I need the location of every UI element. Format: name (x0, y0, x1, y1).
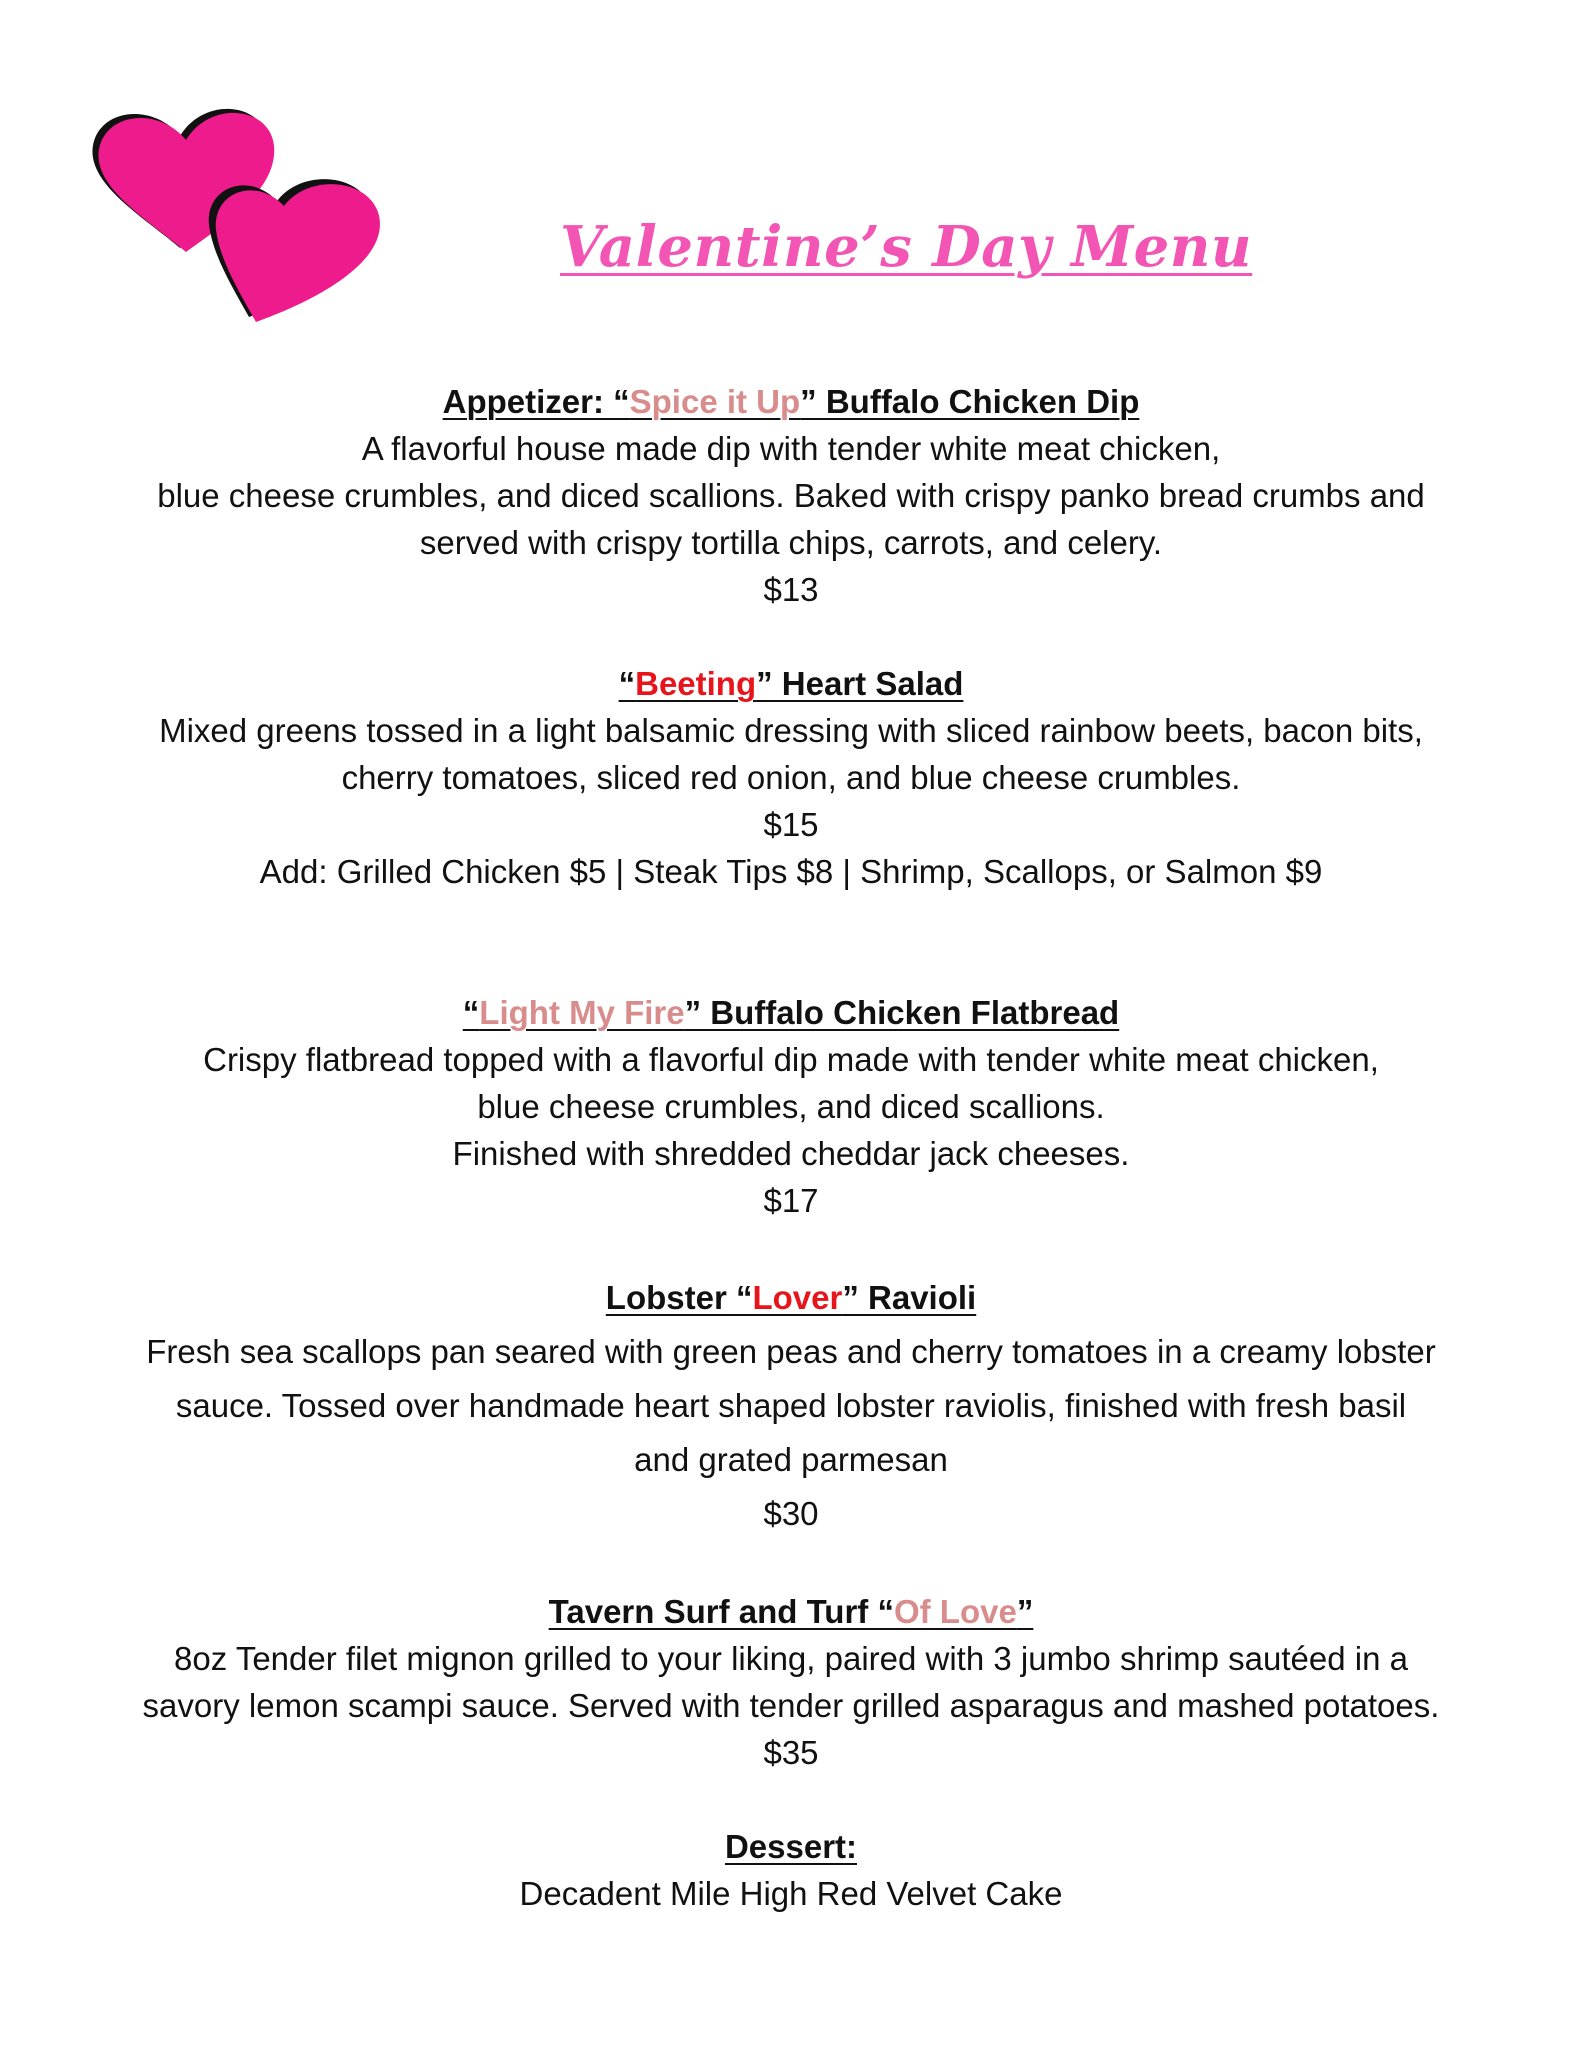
item-description-line: sauce. Tossed over handmade heart shaped lobster raviolis, finished with fresh basil (175, 1387, 1407, 1424)
item-description-line: blue cheese crumbles, and diced scallions. (477, 1088, 1105, 1125)
dessert-heading: Dessert: (724, 1828, 858, 1865)
item-name (0, 989, 1582, 1036)
item-name-prefix: Appetizer: “ (442, 383, 630, 420)
item-description-line: A flavorful house made dip with tender white meat chicken, (361, 430, 1221, 467)
item-addons: Add: Grilled Chicken $5 | Steak Tips $8 | Shrimp, Scallops, or Salmon $9 (259, 853, 1323, 890)
item-name-highlight: Of Love (893, 1593, 1017, 1630)
item-description-line: 8oz Tender filet mignon grilled to your liking, paired with 3 jumbo shrimp sautéed in a (174, 1640, 1408, 1677)
item-description-line: served with crispy tortilla chips, carrots, and celery. (419, 524, 1163, 561)
item-name-suffix: ” Buffalo Chicken Dip (800, 383, 1140, 420)
right-heart-icon (209, 179, 380, 322)
item-description-line: Crispy flatbread topped with a flavorful dip made with tender white meat chicken, (203, 1041, 1379, 1078)
item-name (0, 1271, 1582, 1325)
item-description-line: Fresh sea scallops pan seared with green peas and cherry tomatoes in a creamy lobster (146, 1333, 1436, 1370)
item-name (0, 1588, 1582, 1635)
item-name-suffix: ” Heart Salad (756, 665, 964, 702)
item-price: $15 (763, 806, 819, 843)
item-name-highlight: Lover (752, 1279, 843, 1316)
item-name (0, 378, 1582, 425)
menu-title: Valentine’s Day Menu (560, 214, 1253, 280)
item-name-highlight: Light My Fire (479, 994, 685, 1031)
item-name (0, 660, 1582, 707)
menu-item-lobster-ravioli (0, 1271, 1582, 1541)
item-price: $13 (763, 571, 819, 608)
item-description-line: savory lemon scampi sauce. Served with tender grilled asparagus and mashed potatoes. (142, 1687, 1440, 1724)
menu-item-heart-salad (0, 660, 1582, 895)
item-name-highlight: Spice it Up (629, 383, 801, 420)
item-name-prefix: Tavern Surf and Turf “ (548, 1593, 894, 1630)
menu-item-buffalo-dip (0, 378, 1582, 613)
item-description-line: and grated parmesan (634, 1441, 948, 1478)
item-price: $30 (763, 1495, 819, 1532)
item-description-line: blue cheese crumbles, and diced scallions. Baked with crispy panko bread crumbs and (157, 477, 1425, 514)
dessert-description: Decadent Mile High Red Velvet Cake (519, 1875, 1063, 1912)
item-description-line: cherry tomatoes, sliced red onion, and blue cheese crumbles. (341, 759, 1241, 796)
item-name-suffix: ” Buffalo Chicken Flatbread (684, 994, 1120, 1031)
item-description-line: Finished with shredded cheddar jack cheeses. (452, 1135, 1130, 1172)
menu-item-dessert (0, 1823, 1582, 1917)
item-name-prefix: Lobster “ (605, 1279, 753, 1316)
item-name-suffix: ” (1016, 1593, 1034, 1630)
item-price: $17 (763, 1182, 819, 1219)
two-hearts-icon (88, 100, 408, 330)
menu-item-flatbread (0, 989, 1582, 1224)
menu-list (0, 378, 1582, 1917)
item-name-prefix: “ (618, 665, 636, 702)
item-price: $35 (763, 1734, 819, 1771)
item-description-line: Mixed greens tossed in a light balsamic dressing with sliced rainbow beets, bacon bits, (159, 712, 1423, 749)
item-name-suffix: ” Ravioli (842, 1279, 977, 1316)
item-name-highlight: Beeting (635, 665, 757, 702)
item-name-prefix: “ (462, 994, 480, 1031)
menu-item-surf-and-turf (0, 1588, 1582, 1776)
